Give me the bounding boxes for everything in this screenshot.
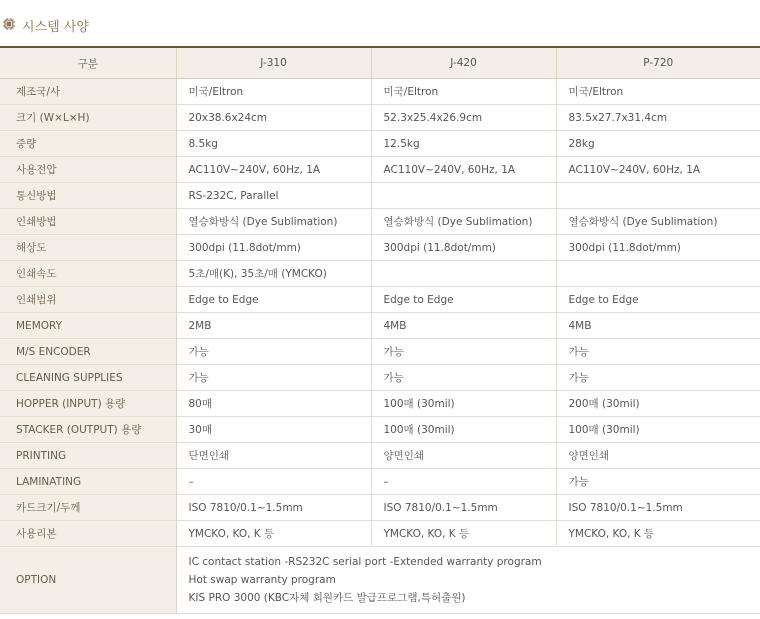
table-cell: YMCKO, KO, K 등 [176,521,371,547]
table-cell: 20x38.6x24cm [176,105,371,131]
option-line: Hot swap warranty program [188,574,336,586]
table-cell: Edge to Edge [176,287,371,313]
row-label: 사용전압 [0,157,176,183]
table-row [0,313,760,339]
row-label: HOPPER (INPUT) 용량 [0,391,176,417]
option-line: KIS PRO 3000 (KBC자체 회원카드 발급프로그램,특허출원) [188,592,466,604]
table-cell: Edge to Edge [556,287,760,313]
table-row [0,157,760,183]
table-cell [371,261,556,287]
table-row [0,339,760,365]
row-label: OPTION [0,547,176,614]
table-cell: – [371,469,556,495]
table-cell: 200매 (30mil) [556,391,760,417]
column-header-p720: P-720 [556,48,760,79]
table-cell: 열승화방식 (Dye Sublimation) [176,209,371,235]
table-cell: RS-232C, Parallel [176,183,371,209]
table-cell: 8.5kg [176,131,371,157]
table-cell: 열승화방식 (Dye Sublimation) [556,209,760,235]
table-row [0,365,760,391]
option-line: IC contact station -RS232C serial port -Extended warranty program [188,556,542,568]
table-cell [556,261,760,287]
table-cell: 100매 (30mil) [371,391,556,417]
table-cell: 가능 [556,469,760,495]
row-label: 카드크기/두께 [0,495,176,521]
table-cell: 83.5x27.7x31.4cm [556,105,760,131]
table-cell: ISO 7810/0.1~1.5mm [176,495,371,521]
row-label: 중량 [0,131,176,157]
table-row [0,443,760,469]
table-cell: 12.5kg [371,131,556,157]
column-header-j420: J-420 [371,48,556,79]
section-header [0,0,760,46]
table-cell: 300dpi (11.8dot/mm) [556,235,760,261]
table-cell: 단면인쇄 [176,443,371,469]
table-row [0,261,760,287]
table-cell: 30매 [176,417,371,443]
table-row [0,183,760,209]
table-cell: 미국/Eltron [556,79,760,105]
table-cell: 미국/Eltron [371,79,556,105]
row-label: 인쇄범위 [0,287,176,313]
table-cell: YMCKO, KO, K 등 [556,521,760,547]
table-cell [371,183,556,209]
table-cell: 열승화방식 (Dye Sublimation) [371,209,556,235]
table-cell: 미국/Eltron [176,79,371,105]
row-label: 통신방법 [0,183,176,209]
row-label: 인쇄속도 [0,261,176,287]
table-cell: 100매 (30mil) [556,417,760,443]
column-header-category: 구분 [0,48,176,79]
table-row [0,105,760,131]
row-label: 제조국/사 [0,79,176,105]
table-cell: 양면인쇄 [371,443,556,469]
table-cell: YMCKO, KO, K 등 [371,521,556,547]
table-cell: 4MB [556,313,760,339]
table-cell: 가능 [371,339,556,365]
table-cell: 가능 [371,365,556,391]
table-cell: Edge to Edge [371,287,556,313]
table-cell: AC110V~240V, 60Hz, 1A [371,157,556,183]
row-label: STACKER (OUTPUT) 용량 [0,417,176,443]
table-cell: 양면인쇄 [556,443,760,469]
table-cell: AC110V~240V, 60Hz, 1A [556,157,760,183]
table-cell: 가능 [556,365,760,391]
spec-table [0,48,760,614]
table-cell: 2MB [176,313,371,339]
table-cell: 가능 [176,365,371,391]
table-cell: 28kg [556,131,760,157]
table-row [0,235,760,261]
table-cell: 가능 [176,339,371,365]
table-row [0,391,760,417]
table-row [0,287,760,313]
table-row [0,495,760,521]
table-row [0,79,760,105]
table-row [0,209,760,235]
table-cell: 4MB [371,313,556,339]
table-cell: 52.3x25.4x26.9cm [371,105,556,131]
row-label: 해상도 [0,235,176,261]
table-row [0,417,760,443]
table-cell: 300dpi (11.8dot/mm) [176,235,371,261]
table-cell: 300dpi (11.8dot/mm) [371,235,556,261]
row-label: 크기 (W×L×H) [0,105,176,131]
table-cell [556,183,760,209]
table-cell: ISO 7810/0.1~1.5mm [556,495,760,521]
row-label: 사용리본 [0,521,176,547]
header-row [0,48,760,79]
table-cell: 100매 (30mil) [371,417,556,443]
option-cell [176,547,760,614]
table-cell: – [176,469,371,495]
table-row [0,469,760,495]
table-cell: 가능 [556,339,760,365]
table-cell: 80매 [176,391,371,417]
row-label: PRINTING [0,443,176,469]
row-label: M/S ENCODER [0,339,176,365]
table-cell: 5초/매(K), 35초/매 (YMCKO) [176,261,371,287]
table-row [0,131,760,157]
row-label: CLEANING SUPPLIES [0,365,176,391]
table-cell: ISO 7810/0.1~1.5mm [371,495,556,521]
table-row [0,521,760,547]
row-label: 인쇄방법 [0,209,176,235]
chip-icon [3,18,15,30]
row-label: LAMINATING [0,469,176,495]
column-header-j310: J-310 [176,48,371,79]
row-label: MEMORY [0,313,176,339]
table-cell: AC110V~240V, 60Hz, 1A [176,157,371,183]
option-row [0,547,760,614]
page-title: 시스템 사양 [22,20,89,35]
